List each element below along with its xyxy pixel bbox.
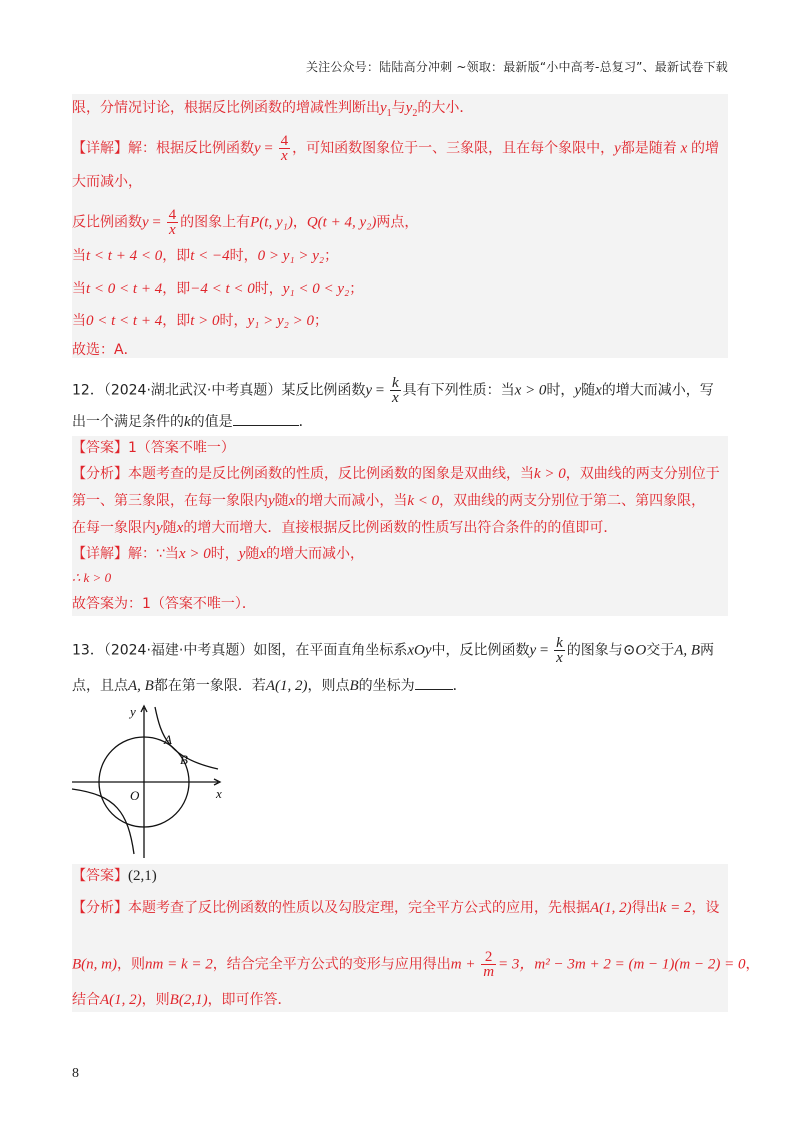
q12-analysis-line1: 【分析】本题考查的是反比例函数的性质，反比例函数的图象是双曲线，当k > 0，双曲线的两支分别位于	[72, 466, 720, 482]
q13-stem-line2: 点，且点A, B都在第一象限．若A(1, 2)，则点B的坐标为 ．	[72, 678, 467, 694]
figure-label-y: y	[130, 704, 136, 719]
q12-final-answer: 故答案为：1（答案不唯一）．	[72, 596, 256, 612]
q13-analysis-line2: B(n, m)，则nm = k = 2，结合完全平方公式的变形与应用得出m + $\frac{2}{m}$ = 3，m² − 3m + 2 = (m − 1)(m − 2) = 0，	[72, 949, 760, 980]
page-number: 8	[72, 1066, 79, 1081]
fraction-4-over-x: $\frac{4}{x}$	[280, 133, 289, 164]
figure-label-b: B	[180, 752, 188, 767]
page-header: 关注公众号：陆陆高分冲刺 ~领取：最新版“小中高考-总复习”、最新试卷下载	[305, 60, 728, 74]
q13-analysis-line3: 结合A(1, 2)，则B(2,1)，即可作答．	[72, 992, 292, 1008]
q12-analysis-line2: 第一、第三象限，在每一象限内y随x的增大而减小，当k < 0，双曲线的两支分别位于第二、第四象限，	[72, 493, 706, 509]
figure-label-o: O	[130, 788, 140, 803]
q12-detail-line1: 【详解】解：∵当x > 0时，y随x的增大而减小，	[72, 546, 365, 562]
q13-answer: 【答案】(2,1)	[72, 868, 157, 884]
q12-detail-line2: ∴ k > 0	[72, 570, 112, 585]
hyperbola-branch-q3	[72, 789, 134, 854]
q11-detail-line2: 大而减小，	[72, 174, 142, 190]
answer-blank	[233, 425, 299, 426]
figure-label-a: A	[164, 732, 172, 747]
detail-tag: 【详解】	[72, 140, 128, 157]
figure-label-x: x	[216, 786, 222, 801]
q12-stem-line1: 12．（2024·湖北武汉·中考真题）某反比例函数y = $\frac{k}{x}$ 具有下列性质：当x > 0时，y随x的增大而减小，写	[72, 375, 714, 406]
q11-case-2: 当t < 0 < t + 4，即−4 < t < 0时，y₁ < 0 < y₂；	[72, 281, 364, 297]
q11-case-1: 当t < t + 4 < 0，即t < −4时，0 > y₁ > y₂；	[72, 248, 339, 264]
q11-detail-line3: 反比例函数y = $\frac{4}{x}$ 的图象上有P(t, y₁)，Q(t + 4, y₂)两点，	[72, 207, 419, 238]
q12-answer: 【答案】1（答案不唯一）	[72, 440, 235, 456]
q11-analysis-tail: 限，分情况讨论，根据反比例函数的增减性判断出$y_1$与$y_2$的大小．	[72, 100, 474, 119]
q12-analysis-line3: 在每一象限内y随x的增大而增大．直接根据反比例函数的性质写出符合条件的的值即可．	[72, 520, 618, 536]
q11-answer: 故选：A．	[72, 342, 138, 358]
q11-detail-line1: 【详解】解：根据反比例函数y = $\frac{4}{x}$ ，可知函数图象位于一、三象限，且在每个象限中，y都是随着 x 的增	[72, 133, 719, 164]
q12-stem-line2: 出一个满足条件的k的值是 ．	[72, 414, 313, 430]
q13-stem-line1: 13．（2024·福建·中考真题）如图，在平面直角坐标系xOy中，反比例函数y = $\frac{k}{x}$ 的图象与⊙O交于A, B两	[72, 635, 715, 666]
q13-analysis-line1: 【分析】本题考查了反比例函数的性质以及勾股定理，完全平方公式的应用，先根据A(1, 2)得出k = 2，设	[72, 900, 720, 916]
answer-blank	[415, 689, 453, 690]
q13-figure	[68, 702, 238, 862]
q11-case-3: 当0 < t < t + 4，即t > 0时，y₁ > y₂ > 0；	[72, 313, 328, 329]
